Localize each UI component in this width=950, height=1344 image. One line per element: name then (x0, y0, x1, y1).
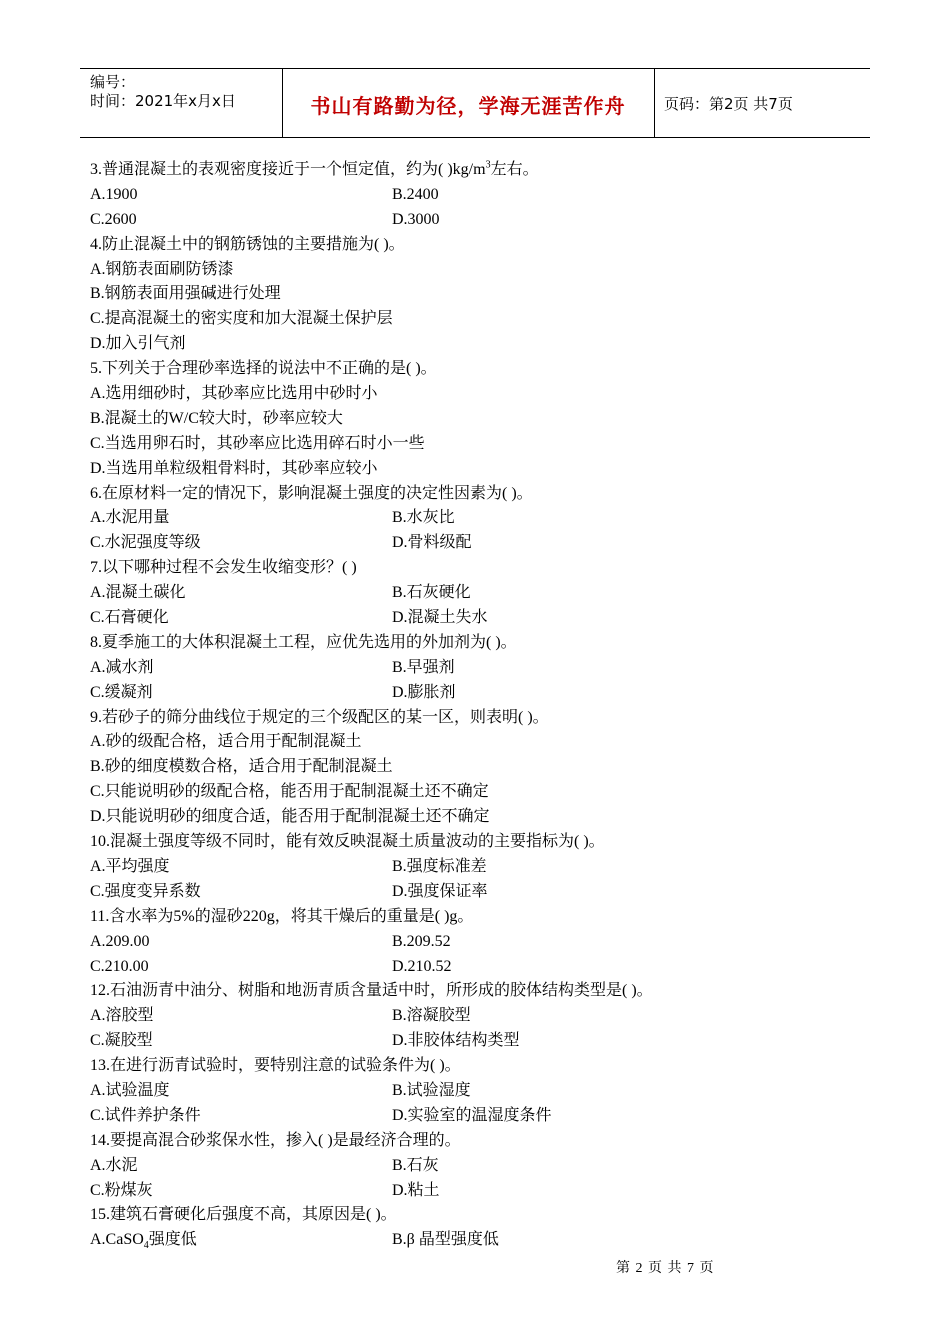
option-left: A.209.00 (90, 932, 150, 950)
option-left: D.只能说明砂的细度合适，能否用于配制混凝土还不确定 (90, 808, 490, 826)
option-left: C.210.00 (90, 957, 149, 975)
option-right: D.骨料级配 (392, 534, 472, 552)
option-right: B.早强剂 (392, 658, 455, 676)
question-stem: 13.在进行沥青试验时，要特别注意的试验条件为( )。 (90, 1057, 461, 1075)
option-left: C.只能说明砂的级配合格，能否用于配制混凝土还不确定 (90, 783, 489, 801)
option-right: D.210.52 (392, 957, 452, 975)
question-stem: 12.石油沥青中油分、树脂和地沥青质含量适中时，所形成的胶体结构类型是( )。 (90, 982, 653, 1000)
option-text: A.CaSO (90, 1231, 144, 1249)
option-row (90, 880, 870, 905)
option-left: B.钢筋表面用强碱进行处理 (90, 285, 281, 303)
page-indicator: 页码：第2页 共7页 (664, 95, 793, 113)
option-text-end: 强度低 (148, 1231, 197, 1249)
question-stem: 10.混凝土强度等级不同时，能有效反映混凝土质量波动的主要指标为( )。 (90, 833, 605, 851)
question-stem: 8.夏季施工的大体积混凝土工程，应优先选用的外加剂为( )。 (90, 633, 517, 651)
number-label: 编号： (90, 73, 136, 91)
option-left: B.砂的细度模数合格，适合用于配制混凝土 (90, 758, 393, 776)
option-row (90, 382, 870, 407)
option-row (90, 332, 870, 357)
option-row (90, 1029, 870, 1054)
question-stem: 14.要提高混合砂浆保水性，掺入( )是最经济合理的。 (90, 1131, 461, 1149)
option-right: D.混凝土失水 (392, 609, 488, 627)
option-row (90, 1104, 870, 1129)
option-right: D.实验室的温湿度条件 (392, 1106, 552, 1124)
option-left: A.混凝土碳化 (90, 584, 186, 602)
option-left: A.水泥用量 (90, 509, 170, 527)
option-right: B.溶凝胶型 (392, 1007, 471, 1025)
option-left: C.粉煤灰 (90, 1181, 153, 1199)
option-row (90, 656, 870, 681)
option-row (90, 307, 870, 332)
option-right: B.石灰硬化 (392, 584, 471, 602)
option-right: D.强度保证率 (392, 882, 488, 900)
option-left: A.1900 (90, 185, 138, 203)
option-row (90, 855, 870, 880)
option-row (90, 681, 870, 706)
question-stem: 5.下列关于合理砂率选择的说法中不正确的是( )。 (90, 360, 437, 378)
header-motto-cell (282, 69, 655, 137)
option-row (90, 531, 870, 556)
question-stem: 6.在原材料一定的情况下，影响混凝土强度的决定性因素为( )。 (90, 484, 533, 502)
question-stem: 7.以下哪种过程不会发生收缩变形？( ) (90, 559, 357, 577)
option-row (90, 258, 870, 283)
stem-text-end: 左右。 (490, 161, 539, 178)
option-left: A.砂的级配合格，适合用于配制混凝土 (90, 733, 362, 751)
option-left: A.减水剂 (90, 658, 154, 676)
option-row (90, 780, 870, 805)
option-left: C.石膏硬化 (90, 609, 169, 627)
option-row (90, 1004, 870, 1029)
option-left: D.当选用单粒级粗骨料时，其砂率应较小 (90, 459, 378, 477)
time-label: 时间：2021年x月x日 (90, 92, 236, 110)
option-row (90, 1079, 870, 1104)
option-left (90, 1231, 197, 1252)
option-left: A.水泥 (90, 1156, 138, 1174)
option-row (90, 407, 870, 432)
option-left: C.试件养护条件 (90, 1106, 201, 1124)
option-left: A.平均强度 (90, 857, 170, 875)
option-left: A.钢筋表面刷防锈漆 (90, 260, 234, 278)
option-row (90, 730, 870, 755)
option-left: B.混凝土的W/C较大时，砂率应较大 (90, 409, 343, 427)
option-row (90, 805, 870, 830)
option-subscript: 4 (143, 1240, 149, 1252)
question-stem (90, 158, 870, 183)
option-left: C.强度变异系数 (90, 882, 201, 900)
option-row (90, 506, 870, 531)
option-left: C.2600 (90, 210, 137, 228)
option-left: C.凝胶型 (90, 1032, 153, 1050)
option-row (90, 955, 870, 980)
header-info-cell (80, 69, 283, 137)
question-stem: 9.若砂子的筛分曲线位于规定的三个级配区的某一区，则表明( )。 (90, 708, 549, 726)
option-right: D.粘土 (392, 1181, 440, 1199)
option-left: A.选用细砂时，其砂率应比选用中砂时小 (90, 385, 378, 403)
option-right: D.3000 (392, 210, 440, 228)
option-left: A.溶胶型 (90, 1007, 154, 1025)
option-right: D.膨胀剂 (392, 683, 456, 701)
option-right: B.β 晶型强度低 (392, 1231, 499, 1249)
option-left: C.缓凝剂 (90, 683, 153, 701)
option-right: B.209.52 (392, 932, 451, 950)
option-right: B.2400 (392, 185, 439, 203)
option-left: A.试验温度 (90, 1081, 170, 1099)
option-left: C.提高混凝土的密实度和加大混凝土保护层 (90, 310, 393, 328)
question-list (90, 158, 870, 1253)
option-right: D.非胶体结构类型 (392, 1032, 520, 1050)
option-left: C.水泥强度等级 (90, 534, 201, 552)
page-footer: 第 2 页 共 7 页 (616, 1261, 715, 1276)
stem-text: 3.普通混凝土的表观密度接近于一个恒定值，约为( )kg/m (90, 161, 486, 178)
stem-superscript: 3 (485, 159, 491, 171)
option-row (90, 282, 870, 307)
question-stem: 4.防止混凝土中的钢筋锈蚀的主要措施为( )。 (90, 235, 405, 253)
option-row (90, 432, 870, 457)
page-header (80, 68, 870, 138)
option-right: B.强度标准差 (392, 857, 487, 875)
option-row (90, 1179, 870, 1204)
option-row (90, 183, 870, 208)
option-row (90, 208, 870, 233)
option-row (90, 755, 870, 780)
option-right: B.水灰比 (392, 509, 455, 527)
header-page-cell (655, 69, 870, 137)
option-row (90, 1154, 870, 1179)
option-right: B.试验湿度 (392, 1081, 471, 1099)
option-left: D.加入引气剂 (90, 335, 186, 353)
option-row (90, 581, 870, 606)
option-right: B.石灰 (392, 1156, 439, 1174)
option-row (90, 457, 870, 482)
option-left: C.当选用卵石时，其砂率应比选用碎石时小一些 (90, 434, 425, 452)
question-stem: 15.建筑石膏硬化后强度不高，其原因是( )。 (90, 1206, 397, 1224)
option-row (90, 930, 870, 955)
option-row (90, 1228, 870, 1253)
motto: 书山有路勤为径，学海无涯苦作舟 (310, 94, 626, 118)
question-stem: 11.含水率为5%的湿砂220g，将其干燥后的重量是( )g。 (90, 907, 474, 925)
option-row (90, 606, 870, 631)
